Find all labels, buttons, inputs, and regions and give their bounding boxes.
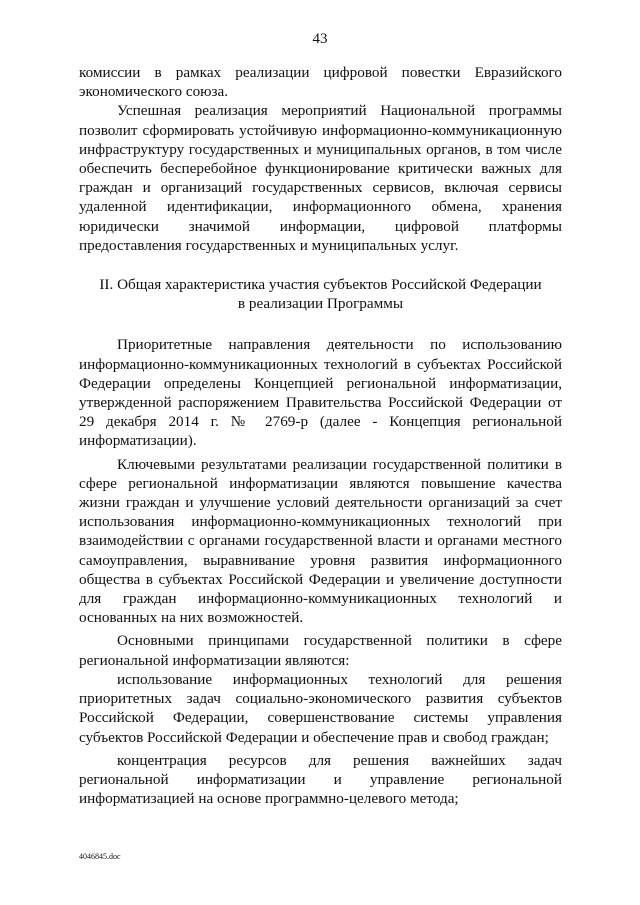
list-item: концентрация ресурсов для решения важнейших задач региональной информатизации и управление региональной информатизацией на основе программно-целевого метода; <box>79 751 562 808</box>
paragraph: Приоритетные направления деятельности по использованию информационно-коммуникационных технологий в субъектах Российской Федерации определены Концепцией региональной информатизации, утвержденной распоряжением Правительства Российской Федерации от 29 декабря 2014 г. № 2769-р (далее - Концепция региональной информатизации). <box>79 336 562 450</box>
section-heading-line-2: в реализации Программы <box>237 295 404 313</box>
section-heading <box>79 275 562 313</box>
file-name-footer: 4046845.doc <box>79 852 121 861</box>
document-body <box>79 63 562 808</box>
section-heading-line-1: II. Общая характеристика участия субъектов Российской Федерации <box>99 276 542 294</box>
paragraph: Успешная реализация мероприятий Национальной программы позволит сформировать устойчивую информационно-коммуникационную инфраструктуру государственных и муниципальных органов, в том числе обеспечить бесперебойное функционирование критически важных для граждан и организаций государственных сервисов, включая сервисы удаленной идентификации, информационного обмена, хранения юридически значимой информации, цифровой платформы предоставления государственных и муниципальных услуг. <box>79 102 562 254</box>
paragraph: Ключевыми результатами реализации государственной политики в сфере региональной информатизации являются повышение качества жизни граждан и улучшение условий деятельности организаций за счет использования информационно-коммуникационных технологий при взаимодействии с органами государственной власти и органами местного самоуправления, выравнивание уровня развития информационного общества в субъектах Российской Федерации и увеличение доступности для граждан информационно-коммуникационных технологий и основанных на них возможностей. <box>79 455 562 627</box>
paragraph-continuation: комиссии в рамках реализации цифровой повестки Евразийского экономического союза. <box>79 64 562 101</box>
page-number: 43 <box>312 31 328 47</box>
list-item: использование информационных технологий для решения приоритетных задач социально-экономического развития субъектов Российской Федерации, совершенствование системы управления субъектов Российской Федерации и обеспечение прав и свобод граждан; <box>79 670 562 746</box>
paragraph: Основными принципами государственной политики в сфере региональной информатизации являются: <box>79 632 562 669</box>
